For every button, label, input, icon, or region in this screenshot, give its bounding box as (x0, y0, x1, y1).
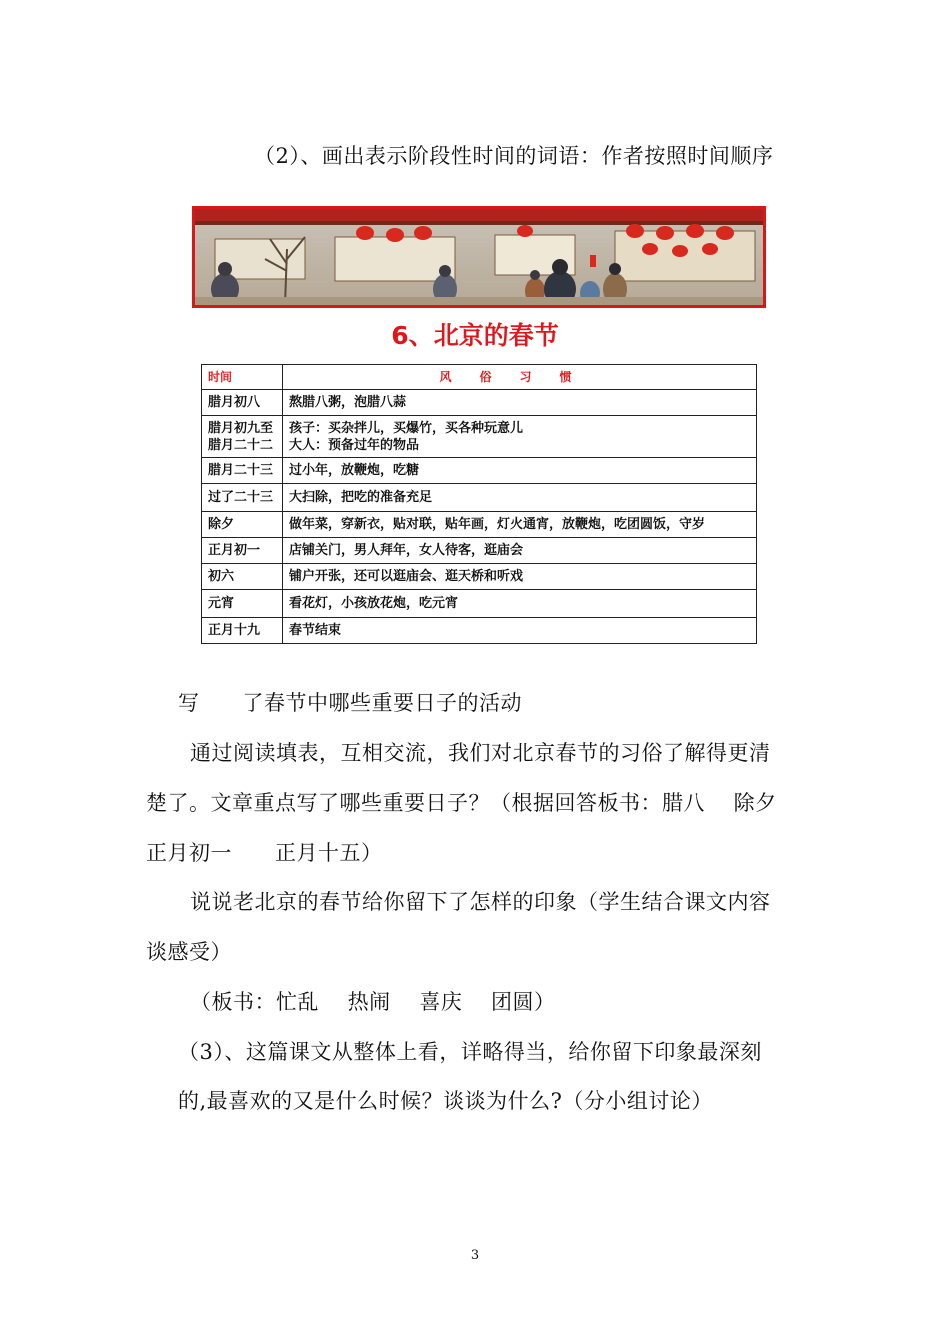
customs-table (201, 364, 757, 644)
row-custom: 看花灯，小孩放花炮，吃元宵 (283, 590, 757, 618)
row-time-line: 腊月初九至 (208, 420, 274, 436)
paragraph-line: （板书：忙乱 热闹 喜庆 团圆） (190, 990, 556, 1014)
row-time: 元宵 (202, 590, 283, 618)
table-row (202, 458, 757, 484)
heading-line: （2）、画出表示阶段性时间的词语：作者按照时间顺序 (254, 144, 774, 168)
row-custom: 铺户开张，还可以逛庙会、逛天桥和听戏 (283, 564, 757, 590)
row-time: 过了二十三 (202, 484, 283, 512)
row-time: 正月十九 (202, 618, 283, 644)
row-time: 除夕 (202, 512, 283, 538)
table-row (202, 538, 757, 564)
table-row (202, 416, 757, 458)
row-time: 初六 (202, 564, 283, 590)
row-time (202, 416, 283, 458)
table-row (202, 590, 757, 618)
header-customs: 风俗习惯 (283, 365, 757, 390)
page-number: 3 (470, 1248, 480, 1263)
festival-banner-image (192, 206, 766, 308)
paragraph-line: 通过阅读填表，互相交流，我们对北京春节的习俗了解得更清 (190, 741, 771, 765)
row-custom: 做年菜，穿新衣，贴对联，贴年画，灯火通宵，放鞭炮，吃团圆饭，守岁 (283, 512, 757, 538)
row-custom: 大扫除，把吃的准备充足 (283, 484, 757, 512)
row-time: 腊月二十三 (202, 458, 283, 484)
table-row (202, 512, 757, 538)
slide-title: 6、北京的春节 (391, 321, 559, 350)
table-header-row (202, 365, 757, 390)
paragraph-line: 说说老北京的春节给你留下了怎样的印象（学生结合课文内容 (190, 890, 771, 914)
table-row (202, 484, 757, 512)
row-custom-line: 大人：预备过年的物品 (289, 437, 420, 453)
paragraph-line: 正月初一 正月十五） (146, 841, 383, 865)
row-custom: 店铺关门，男人拜年，女人待客，逛庙会 (283, 538, 757, 564)
row-custom: 熬腊八粥，泡腊八蒜 (283, 390, 757, 416)
row-time: 腊月初八 (202, 390, 283, 416)
row-custom: 过小年，放鞭炮，吃糖 (283, 458, 757, 484)
paragraph-line: 楚了。文章重点写了哪些重要日子？（根据回答板书：腊八 除夕 (146, 791, 777, 815)
row-custom: 春节结束 (283, 618, 757, 644)
paragraph-line: 谈感受） (146, 940, 232, 964)
row-time-line: 腊月二十二 (208, 437, 274, 453)
table-row (202, 390, 757, 416)
header-time: 时间 (202, 365, 283, 390)
paragraph-line: 写 了春节中哪些重要日子的活动 (178, 691, 522, 715)
row-custom-line: 孩子：买杂拌儿，买爆竹，买各种玩意儿 (289, 420, 524, 436)
row-time: 正月初一 (202, 538, 283, 564)
row-custom (283, 416, 757, 458)
paragraph-line: 的,最喜欢的又是什么时候？谈谈为什么?（分小组讨论） (178, 1089, 713, 1113)
table-row (202, 618, 757, 644)
paragraph-line: （3）、这篇课文从整体上看，详略得当，给你留下印象最深刻 (178, 1040, 762, 1064)
table-row (202, 564, 757, 590)
